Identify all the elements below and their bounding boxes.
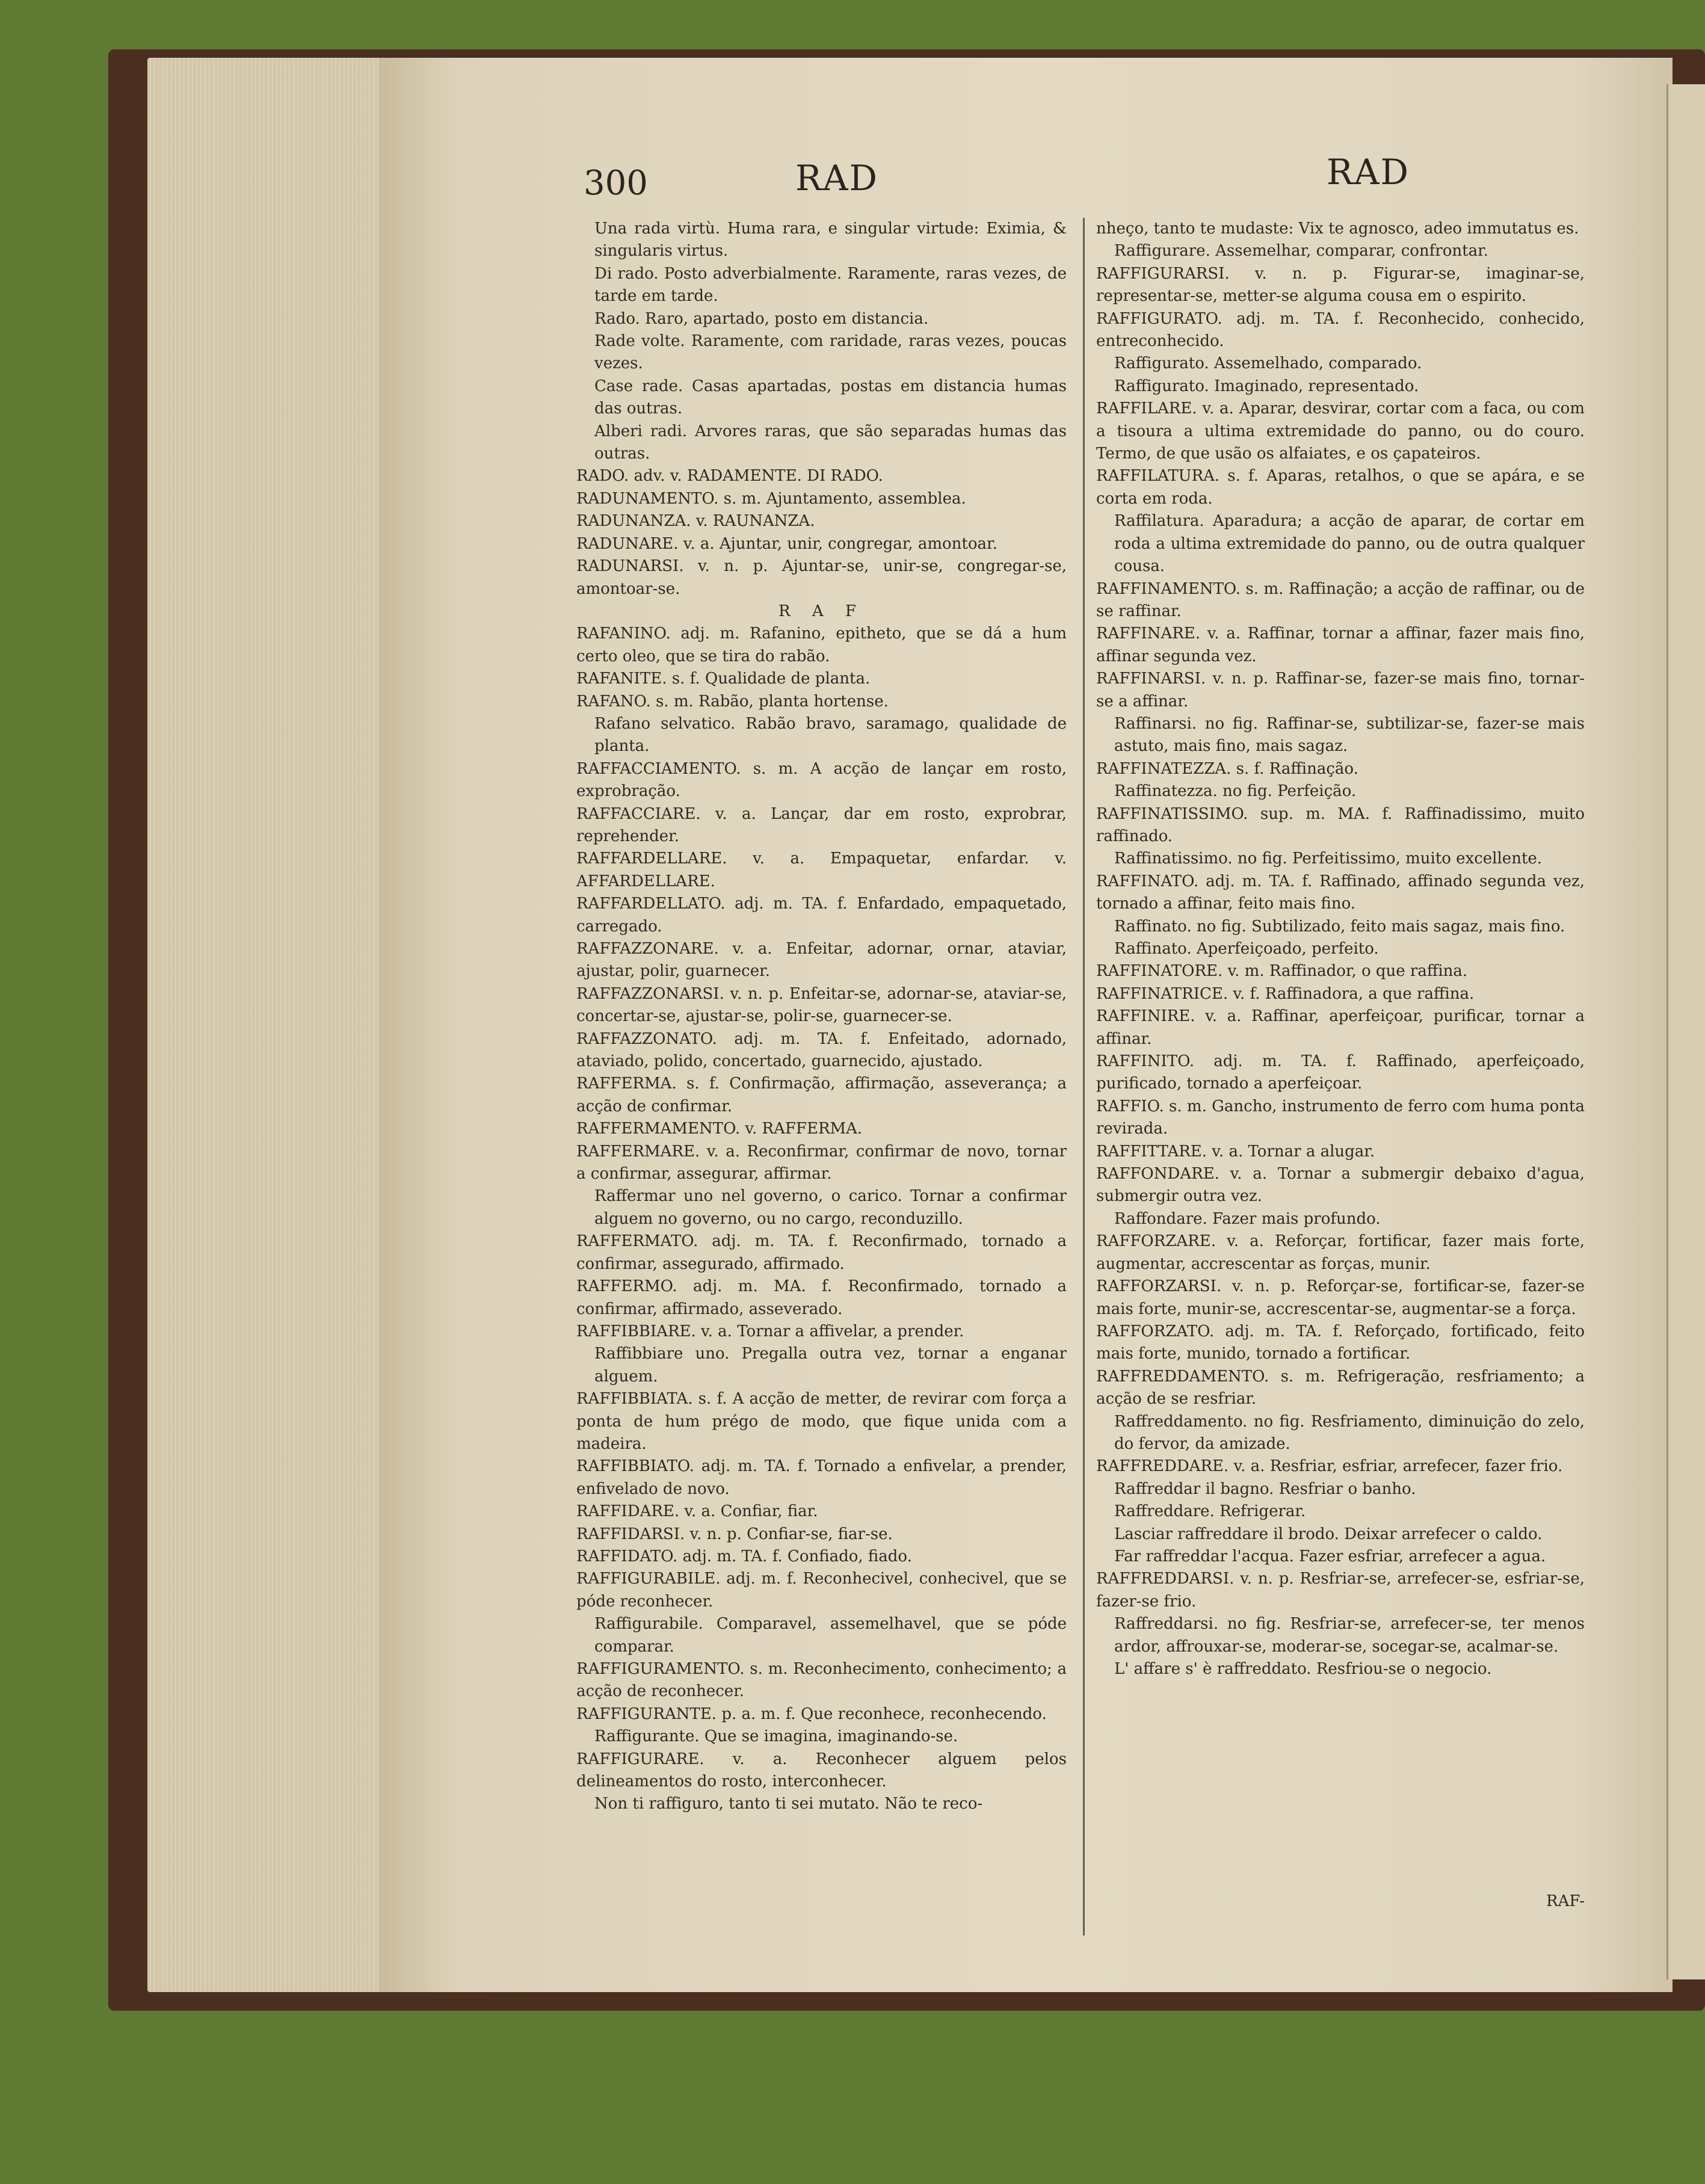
dictionary-entry: RAFANO. s. m. Rabão, planta hortense. <box>576 692 889 711</box>
dictionary-entry: RAFFINAMENTO. s. m. Raffinação; a acção de raffinar, ou de se raffinar. <box>1096 579 1585 620</box>
column-divider <box>1083 218 1085 1936</box>
dictionary-entry: Raffinarsi. no fig. Raffinar-se, subtilizar-se, fazer-se mais astuto, mais fino, mais sagaz. <box>1114 714 1585 756</box>
dictionary-entry: RAFFINIRE. v. a. Raffinar, aperfeiçoar, purificar, tornar a affinar. <box>1096 1007 1585 1048</box>
dictionary-entry: Case rade. Casas apartadas, postas em distancia humas das outras. <box>594 377 1067 418</box>
dictionary-entry: RAFFINARE. v. a. Raffinar, tornar a affinar, fazer mais fino, affinar segunda vez. <box>1096 625 1585 665</box>
dictionary-entry: Alberi radi. Arvores raras, que são separadas humas das outras. <box>594 422 1067 463</box>
dictionary-entry: RAFFARDELLATO. adj. m. TA. f. Enfardado, empaquetado, carregado. <box>576 895 1067 936</box>
dictionary-entry: RAFFIDARSI. v. n. p. Confiar-se, fiar-se. <box>576 1525 893 1543</box>
dictionary-entry: Raffilatura. Aparadura; a acção de aparar, de cortar em roda a ultima extremidade do panno, ou de outra qualquer cousa. <box>1114 512 1585 576</box>
dictionary-entry: Raffreddarsi. no fig. Resfriar-se, arrefecer-se, ter menos ardor, affrouxar-se, moderar-se, socegar-se, acalmar-se. <box>1114 1615 1585 1656</box>
dictionary-entry: RAFFAZZONATO. adj. m. TA. f. Enfeitado, adornado, ataviado, polido, concertado, guarnecido, ajustado. <box>576 1029 1067 1071</box>
dictionary-entry: Raffigurato. Imaginado, representado. <box>1114 377 1419 395</box>
dictionary-entry: Raffondare. Fazer mais profundo. <box>1114 1209 1381 1228</box>
dictionary-entry: RAFFINATORE. v. m. Raffinador, o que raffina. <box>1096 962 1468 981</box>
dictionary-entry: Raffinatissimo. no fig. Perfeitissimo, muito excellente. <box>1114 850 1543 868</box>
page-number: 300 <box>584 164 648 203</box>
dictionary-entry: Rade volte. Raramente, com raridade, raras vezes, poucas vezes. <box>594 332 1067 373</box>
dictionary-entry: Raffinato. no fig. Subtilizado, feito mais sagaz, mais fino. <box>1114 917 1565 936</box>
dictionary-entry: RAFFONDARE. v. a. Tornar a submergir debaixo d'agua, submergir outra vez. <box>1096 1165 1585 1206</box>
dictionary-entry: RAFFIGURABILE. adj. m. f. Reconhecivel, conhecivel, que se póde reconhecer. <box>576 1570 1067 1611</box>
facing-page-edge <box>1666 84 1705 1979</box>
dictionary-entry: RAFFIBBIATO. adj. m. TA. f. Tornado a enfivelar, a prender, enfivelado de novo. <box>576 1457 1067 1498</box>
dictionary-entry: RAFANITE. s. f. Qualidade de planta. <box>576 670 871 688</box>
left-column <box>576 218 1067 1816</box>
dictionary-entry: RAFFERMA. s. f. Confirmação, affirmação, asseverança; a acção de confirmar. <box>576 1075 1067 1115</box>
dictionary-entry: RAFFERMATO. adj. m. TA. f. Reconfirmado, tornado a confirmar, assegurado, affirmado. <box>576 1232 1067 1273</box>
dictionary-entry: nheço, tanto te mudaste: Vix te agnosco, adeo immutatus es. <box>1096 220 1579 238</box>
dictionary-entry: RAFFILATURA. s. f. Aparas, retalhos, o que se apára, e se corta em roda. <box>1096 467 1585 508</box>
dictionary-entry: RAFFERMARE. v. a. Reconfirmar, confirmar de novo, tornar a confirmar, assegurar, affirmar. <box>576 1142 1067 1183</box>
dictionary-entry: RAFFIBBIARE. v. a. Tornar a affivelar, a prender. <box>576 1322 964 1340</box>
dictionary-entry: RAFANINO. adj. m. Rafanino, epitheto, que se dá a hum certo oleo, que se tira do rabão. <box>576 625 1067 665</box>
dictionary-entry: RAFFIGURANTE. p. a. m. f. Que reconhece, reconhecendo. <box>576 1704 1047 1723</box>
dictionary-entry: RAFFACCIAMENTO. s. m. A acção de lançar em rosto, exprobração. <box>576 759 1067 801</box>
dictionary-entry: RAFFORZARE. v. a. Reforçar, fortificar, fazer mais forte, augmentar, accrescentar as forças, munir. <box>1096 1232 1585 1273</box>
dictionary-entry: Raffinato. Aperfeiçoado, perfeito. <box>1114 940 1379 958</box>
dictionary-entry: Raffreddar il bagno. Resfriar o banho. <box>1114 1479 1416 1498</box>
dictionary-entry: L' affare s' è raffreddato. Resfriou-se o negocio. <box>1114 1660 1492 1678</box>
dictionary-entry: RAFFINARSI. v. n. p. Raffinar-se, fazer-se mais fino, tornar-se a affinar. <box>1096 670 1585 711</box>
right-column <box>1096 218 1585 1680</box>
dictionary-entry: Far raffreddar l'acqua. Fazer esfriar, arrefecer a agua. <box>1114 1547 1546 1566</box>
running-head-left: RAD <box>795 158 879 199</box>
dictionary-entry: RAFFAZZONARE. v. a. Enfeitar, adornar, ornar, ataviar, ajustar, polir, guarnecer. <box>576 940 1067 981</box>
dictionary-entry: Raffibbiare uno. Pregalla outra vez, tornar a enganar alguem. <box>594 1345 1067 1386</box>
dictionary-entry: Raffigurabile. Comparavel, assemelhavel, que se póde comparar. <box>594 1615 1067 1656</box>
dictionary-entry: RADUNARE. v. a. Ajuntar, unir, congregar, amontoar. <box>576 534 997 553</box>
dictionary-entry: RAFFIO. s. m. Gancho, instrumento de ferro com huma ponta revirada. <box>1096 1097 1585 1138</box>
dictionary-entry: RAFFIBBIATA. s. f. A acção de metter, de revirar com força a ponta de hum prégo de modo, que fique unida com a madeira. <box>576 1390 1067 1453</box>
dictionary-entry: RAFFREDDAMENTO. s. m. Refrigeração, resfriamento; a acção de se resfriar. <box>1096 1367 1585 1408</box>
dictionary-entry: RAFFIGURATO. adj. m. TA. f. Reconhecido, conhecido, entreconhecido. <box>1096 309 1585 351</box>
dictionary-entry: RAFFIGURARSI. v. n. p. Figurar-se, imaginar-se, representar-se, metter-se alguma cousa em o espirito. <box>1096 264 1585 306</box>
dictionary-entry: Rado. Raro, apartado, posto em distancia. <box>594 309 929 328</box>
dictionary-entry: RAFFERMAMENTO. v. RAFFERMA. <box>576 1120 863 1138</box>
dictionary-entry: RAFFIDARE. v. a. Confiar, fiar. <box>576 1502 818 1521</box>
dictionary-entry: RAFFINATRICE. v. f. Raffinadora, a que raffina. <box>1096 984 1475 1003</box>
dictionary-entry: Raffigurato. Assemelhado, comparado. <box>1114 354 1422 373</box>
dictionary-entry: RAFFINATO. adj. m. TA. f. Raffinado, affinado segunda vez, tornado a affinar, feito mais fino. <box>1096 872 1585 913</box>
dictionary-entry: RAFFINATEZZA. s. f. Raffinação. <box>1096 759 1358 778</box>
dictionary-entry: Di rado. Posto adverbialmente. Raramente, raras vezes, de tarde em tarde. <box>594 264 1067 306</box>
running-head-right: RAD <box>1327 152 1410 193</box>
dictionary-entry: Non ti raffiguro, tanto ti sei mutato. Não te reco- <box>594 1795 983 1813</box>
dictionary-entry: RAFFAZZONARSI. v. n. p. Enfeitar-se, adornar-se, ataviar-se, concertar-se, ajustar-se, polir-se, guarnecer-se. <box>576 984 1067 1026</box>
dictionary-entry: RAFFERMO. adj. m. MA. f. Reconfirmado, tornado a confirmar, affirmado, asseverado. <box>576 1277 1067 1318</box>
dictionary-entry: RAFFREDDARE. v. a. Resfriar, esfriar, arrefecer, fazer frio. <box>1096 1457 1563 1476</box>
dictionary-entry: RAFFIGURARE. v. a. Reconhecer alguem pelos delineamentos do rosto, interconhecer. <box>576 1750 1067 1791</box>
dictionary-entry: Una rada virtù. Huma rara, e singular virtude: Eximia, & singularis virtus. <box>594 220 1067 261</box>
dictionary-entry: RAFFORZARSI. v. n. p. Reforçar-se, fortificar-se, fazer-se mais forte, munir-se, accrescentar-se, augmentar-se a força. <box>1096 1277 1585 1318</box>
dictionary-entry: RAFFIDATO. adj. m. TA. f. Confiado, fiado. <box>576 1547 912 1566</box>
dictionary-entry: Raffigurare. Assemelhar, comparar, confrontar. <box>1114 242 1488 261</box>
page-edges <box>147 58 382 1992</box>
dictionary-entry: Rafano selvatico. Rabão bravo, saramago, qualidade de planta. <box>594 714 1067 756</box>
dictionary-entry: Raffermar uno nel governo, o carico. Tornar a confirmar alguem no governo, ou no cargo, reconduzillo. <box>594 1187 1067 1228</box>
dictionary-entry: RADUNARSI. v. n. p. Ajuntar-se, unir-se, congregar-se, amontoar-se. <box>576 557 1067 598</box>
dictionary-entry: Lasciar raffreddare il brodo. Deixar arrefecer o caldo. <box>1114 1525 1543 1543</box>
dictionary-entry: RAFFARDELLARE. v. a. Empaquetar, enfardar. v. AFFARDELLARE. <box>576 850 1067 890</box>
dictionary-entry: RAFFILARE. v. a. Aparar, desvirar, cortar com a faca, ou com a tisoura a ultima extremidade do panno, ou do couro. Termo, de que usão os alfaiates, e os çapateiros. <box>1096 399 1585 463</box>
dictionary-entry: Raffinatezza. no fig. Perfeição. <box>1114 782 1357 801</box>
dictionary-entry: RAFFREDDARSI. v. n. p. Resfriar-se, arrefecer-se, esfriar-se, fazer-se frio. <box>1096 1570 1585 1611</box>
dictionary-entry: Raffreddamento. no fig. Resfriamento, diminuição do zelo, do fervor, da amizade. <box>1114 1412 1585 1453</box>
dictionary-entry: RADO. adv. v. RADAMENTE. DI RADO. <box>576 467 883 486</box>
dictionary-entry: RAFFIGURAMENTO. s. m. Reconhecimento, conhecimento; a acção de reconhecer. <box>576 1660 1067 1701</box>
dictionary-entry: RAFFACCIARE. v. a. Lançar, dar em rosto, exprobrar, reprehender. <box>576 804 1067 845</box>
dictionary-entry: RAFFORZATO. adj. m. TA. f. Reforçado, fortificado, feito mais forte, munido, tornado a fortificar. <box>1096 1322 1585 1363</box>
dictionary-entry: Raffigurante. Que se imagina, imaginando-se. <box>594 1727 958 1746</box>
catchword: RAF- <box>1546 1892 1585 1910</box>
dictionary-entry: RAFFINATISSIMO. sup. m. MA. f. Raffinadissimo, muito raffinado. <box>1096 804 1585 845</box>
dictionary-entry: Raffreddare. Refrigerar. <box>1114 1502 1306 1521</box>
dictionary-entry: RAFFITTARE. v. a. Tornar a alugar. <box>1096 1142 1375 1161</box>
section-label: R A F <box>779 602 865 620</box>
dictionary-entry: RADUNAMENTO. s. m. Ajuntamento, assemblea. <box>576 489 966 508</box>
dictionary-entry: RADUNANZA. v. RAUNANZA. <box>576 512 815 531</box>
dictionary-entry: RAFFINITO. adj. m. TA. f. Raffinado, aperfeiçoado, purificado, tornado a aperfeiçoar. <box>1096 1052 1585 1093</box>
